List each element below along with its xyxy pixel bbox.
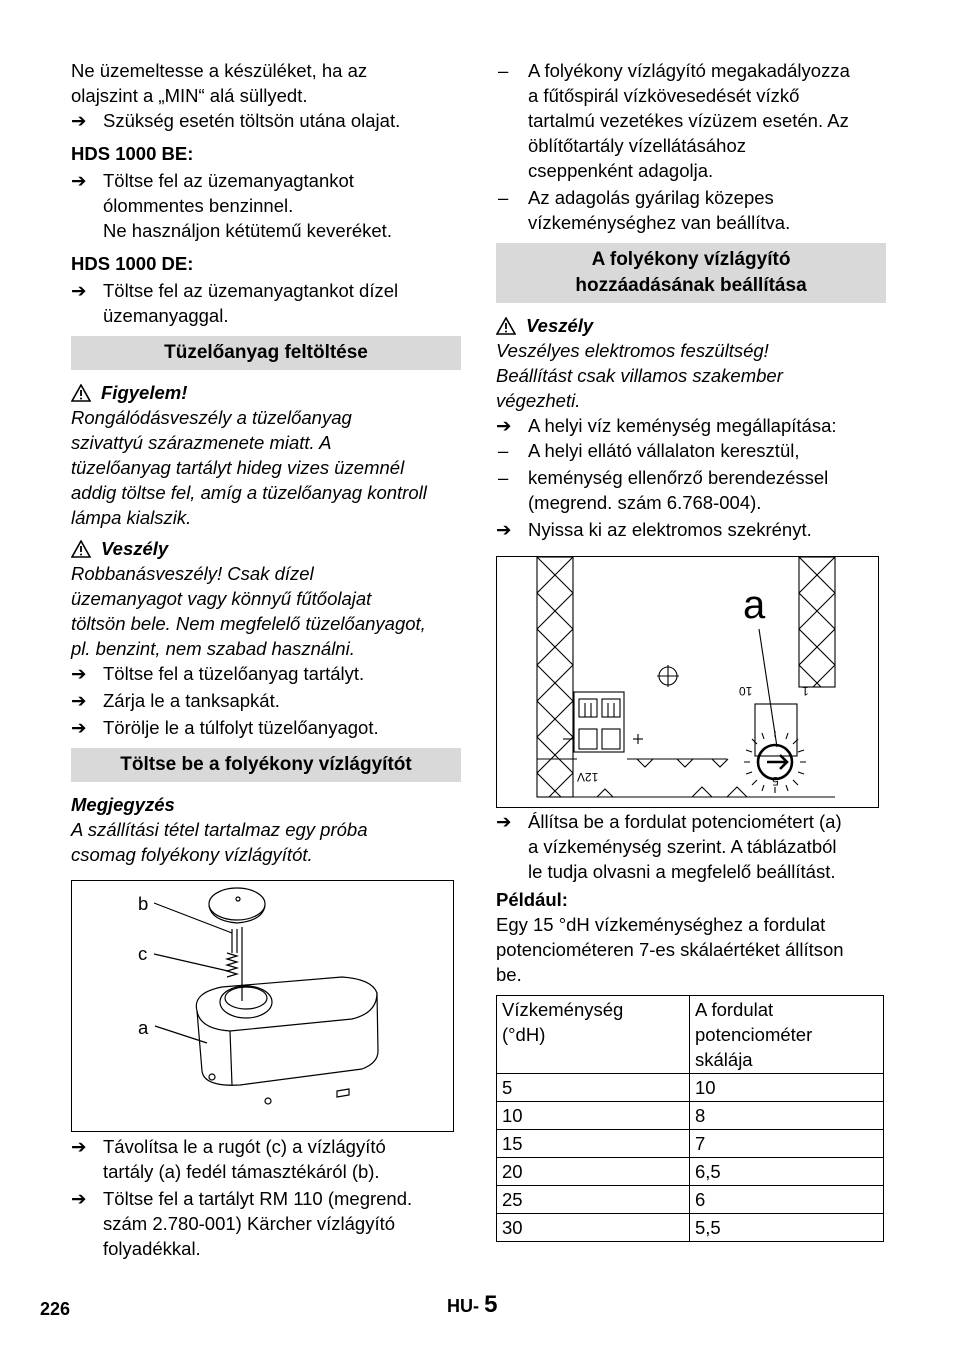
voltage-label: 12V [577,770,599,784]
step-text: szám 2.780-001) Kärcher vízlágyító [103,1213,396,1234]
table-cell: 10 [690,1074,884,1102]
dash-text: öblítőtartály vízellátásához [528,135,747,156]
table-header-cell [497,996,690,1074]
page-number: 226 [40,1299,71,1319]
step-text: ólommentes benzinnel. [103,195,294,216]
step-item [496,809,886,884]
table-cell: 7 [690,1130,884,1158]
table-cell: 6,5 [690,1158,884,1186]
arrow-right-icon: ➔ [496,811,512,832]
arrow-right-icon: ➔ [71,717,87,738]
model-heading-de: HDS 1000 DE: [71,253,194,274]
table-cell: 15 [497,1130,690,1158]
danger-text: Veszélyes elektromos feszültség! [496,340,769,361]
table-cell: 30 [497,1214,690,1242]
model-heading-be: HDS 1000 BE: [71,143,194,164]
table-cell: 20 [497,1158,690,1186]
dash-text: keménység ellenőrző berendezéssel [528,467,829,488]
table-row [497,1158,884,1186]
section-heading-fuel: Tüzelőanyag feltöltése [71,336,461,370]
softener-tank-illustration [72,881,453,1131]
dial-label-top-left: 10 [739,684,753,698]
attention-text: addig töltse fel, amíg a tüzelőanyag kontroll [71,482,427,503]
arrow-right-icon: ➔ [71,170,87,191]
attention-heading [71,380,461,405]
step-text: tartály (a) fedél támasztékáról (b). [103,1161,380,1182]
step-text: Töltse fel a tartályt RM 110 (megrend. [103,1188,413,1209]
section-heading-softener: Töltse be a folyékony vízlágyítót [71,748,461,782]
step-item [71,661,461,686]
dash-item [496,185,886,235]
step-text: Szükség esetén töltsön utána olajat. [103,110,401,131]
step-text: Zárja le a tanksapkát. [103,690,280,711]
diagram-label-a: a [743,583,766,627]
intro-line: Ne üzemeltesse a készüléket, ha az [71,60,368,81]
table-row [497,1130,884,1158]
dash-text: A folyékony vízlágyító megakadályozza [528,60,850,81]
example-title: Például: [496,889,568,910]
dash-item [496,58,886,183]
note-text: A szállítási tétel tartalmaz egy próba [71,819,368,840]
dash-text: tartalmú vezetékes vízüzem esetén. Az [528,110,849,131]
attention-text: szivattyú szárazmenete miatt. A [71,432,332,453]
step-item [496,413,886,438]
danger-text: Robbanásveszély! Csak dízel [71,563,314,584]
step-item [71,108,461,133]
step-text: Nyissa ki az elektromos szekrényt. [528,519,812,540]
hardness-table [496,995,884,1242]
header-line: potenciométer [695,1024,813,1045]
table-cell: 6 [690,1186,884,1214]
table-row [497,1214,884,1242]
left-column [71,58,461,1261]
attention-text: Rongálódásveszély a tüzelőanyag [71,407,352,428]
arrow-right-icon: ➔ [496,519,512,540]
step-item [71,715,461,740]
step-item [71,278,461,328]
dash-text: A helyi ellátó vállalaton keresztül, [528,440,800,461]
table-cell: 5 [497,1074,690,1102]
table-cell: 8 [690,1102,884,1130]
potentiometer-diagram [497,557,878,807]
note-title: Megjegyzés [71,794,175,815]
danger-text: végezheti. [496,390,581,411]
dial-label-top-right: 1 [802,684,809,698]
attention-title: Figyelem! [101,382,188,403]
figure-label-b: b [138,893,149,914]
example-text: be. [496,964,522,985]
arrow-right-icon: ➔ [71,110,87,131]
dash-text: Az adagolás gyárilag közepes [528,187,774,208]
arrow-right-icon: ➔ [71,690,87,711]
step-text: Törölje le a túlfolyt tüzelőanyagot. [103,717,379,738]
table-row [497,1074,884,1102]
section-number: 5 [484,1291,498,1318]
warning-triangle-icon [496,317,516,335]
arrow-right-icon: ➔ [71,1136,87,1157]
dash-bullet: – [498,60,509,81]
table-header-row [497,996,884,1074]
danger-text: Beállítást csak villamos szakember [496,365,783,386]
dash-item [496,438,886,463]
dash-text: a fűtőspirál vízkövesedését vízkő [528,85,800,106]
intro-line: olajszint a „MIN“ alá süllyedt. [71,85,308,106]
step-item [496,517,886,542]
example-text: potenciométeren 7-es skálaértéket állítson [496,939,844,960]
dash-bullet: – [498,467,509,488]
dash-item [496,465,886,515]
dash-bullet: – [498,187,509,208]
step-text: a vízkeménység szerint. A táblázatból [528,836,837,857]
band-line: hozzáadásának beállítása [575,275,807,296]
table-cell: 10 [497,1102,690,1130]
header-line: (°dH) [502,1024,546,1045]
figure-label-a: a [138,1017,149,1038]
table-header-cell [690,996,884,1074]
right-column [496,58,886,1242]
softener-tank-figure [71,880,454,1132]
step-item [71,1186,461,1261]
electrical-cabinet-figure [496,556,879,808]
step-text: Állítsa be a fordulat potenciométert (a) [528,811,842,832]
step-item [71,168,461,243]
arrow-right-icon: ➔ [71,663,87,684]
step-text: üzemanyaggal. [103,305,229,326]
danger-heading [496,313,886,338]
dash-bullet: – [498,440,509,461]
arrow-right-icon: ➔ [496,415,512,436]
header-line: Vízkeménység [502,999,624,1020]
band-line: A folyékony vízlágyító [591,249,791,270]
danger-text: töltsön bele. Nem megfelelő tüzelőanyagot, [71,613,426,634]
step-text: Távolítsa le a rugót (c) a vízlágyító [103,1136,386,1157]
step-text: Töltse fel az üzemanyagtankot [103,170,354,191]
step-item [71,1134,461,1184]
danger-title: Veszély [101,538,169,559]
step-text: le tudja olvasni a megfelelő beállítást. [528,861,836,882]
attention-text: lámpa kialszik. [71,507,192,528]
header-line: A fordulat [695,999,774,1020]
danger-text: pl. benzint, nem szabad használni. [71,638,355,659]
arrow-right-icon: ➔ [71,280,87,301]
table-cell: 25 [497,1186,690,1214]
dash-text: vízkeménységhez van beállítva. [528,212,791,233]
warning-triangle-icon [71,540,91,558]
section-marker [447,1292,498,1319]
step-item [71,688,461,713]
arrow-right-icon: ➔ [71,1188,87,1209]
language-code: HU [447,1296,473,1316]
danger-heading [71,536,461,561]
danger-text: üzemanyagot vagy könnyű fűtőolajat [71,588,372,609]
attention-text: tüzelőanyag tartályt hideg vizes üzemnél [71,457,405,478]
table-row [497,1186,884,1214]
step-text: Töltse fel a tüzelőanyag tartályt. [103,663,365,684]
note-text: csomag folyékony vízlágyítót. [71,844,313,865]
danger-title: Veszély [526,315,594,336]
example-text: Egy 15 °dH vízkeménységhez a fordulat [496,914,826,935]
warning-triangle-icon [71,384,91,402]
separator: - [473,1296,479,1316]
dial-label-bottom: 5 [772,774,779,788]
step-text: folyadékkal. [103,1238,201,1259]
dash-text: cseppenként adagolja. [528,160,714,181]
step-text: Töltse fel az üzemanyagtankot dízel [103,280,399,301]
section-heading-adjust [496,243,886,303]
table-cell: 5,5 [690,1214,884,1242]
header-line: skálája [695,1049,753,1070]
table-row [497,1102,884,1130]
step-text: A helyi víz keménység megállapítása: [528,415,837,436]
dash-text: (megrend. szám 6.768-004). [528,492,762,513]
step-note: Ne használjon kétütemű keveréket. [103,220,392,241]
figure-label-c: c [138,943,148,964]
